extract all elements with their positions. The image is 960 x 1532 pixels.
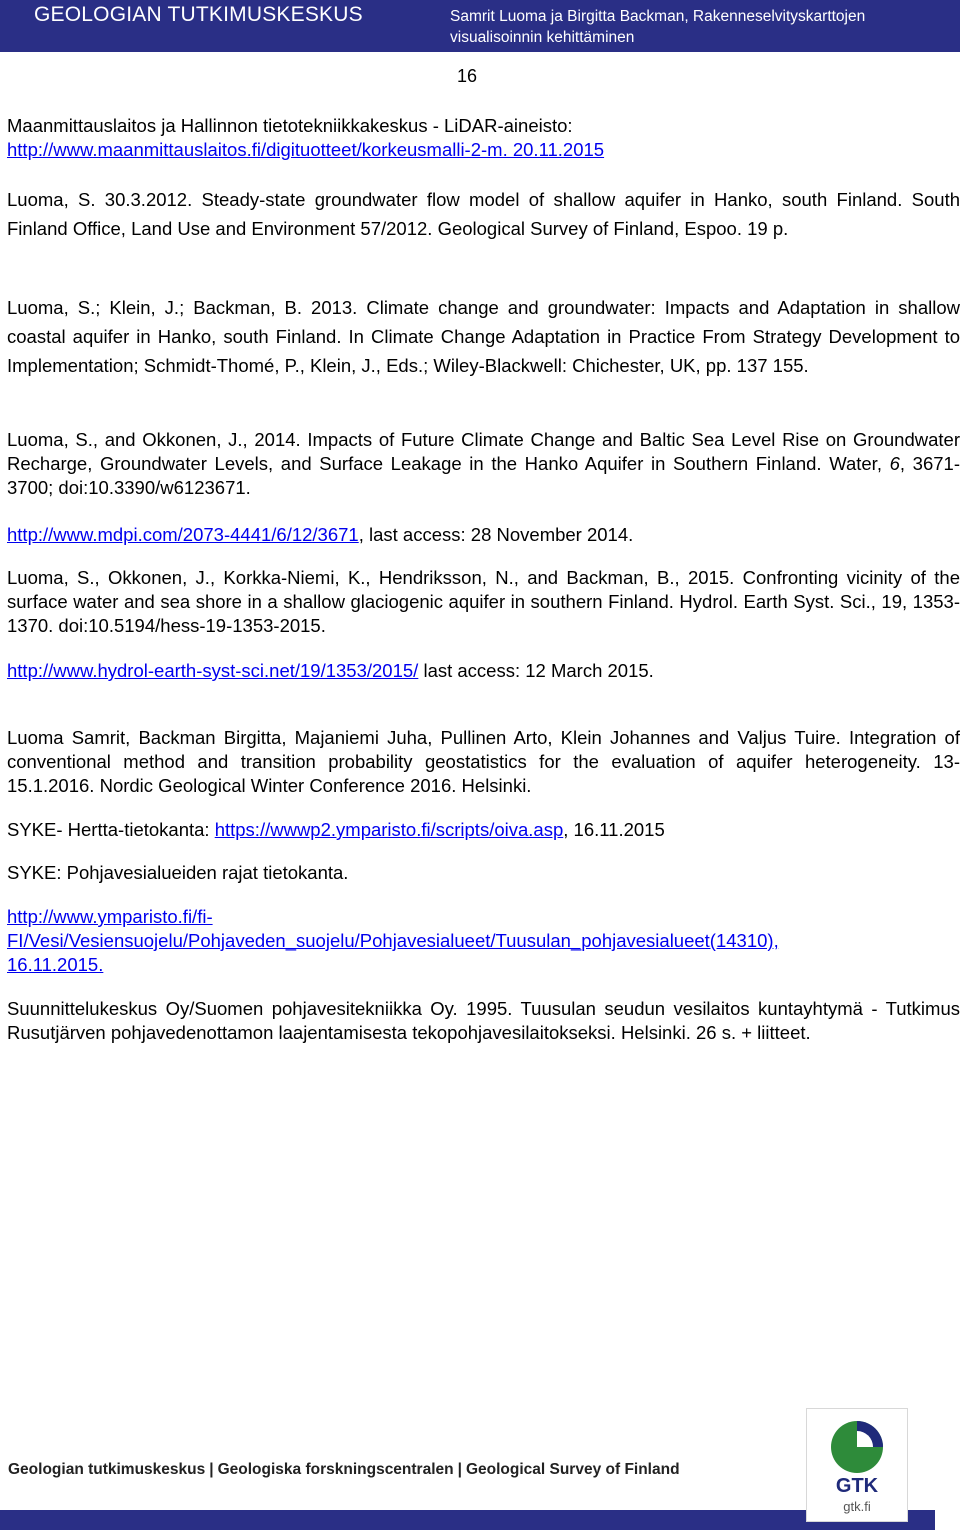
reference-luoma-2013: Luoma, S.; Klein, J.; Backman, B. 2013. Climate change and groundwater: Impacts and Adaptation in shallow coastal aquifer in Hanko, south Finland. In Climate Change Adaptation in Practice From Strategy Development to Implementation; Schmidt-Thomé, P., Klein, J., Eds.; Wiley-Blackwell: Chichester, UK, pp. 137 155. [7, 297, 960, 376]
mdpi-link[interactable]: http://www.mdpi.com/2073-4441/6/12/3671 [7, 524, 359, 545]
header-document-title [450, 6, 865, 48]
footer-name-en: Geological Survey of Finland [465, 1461, 680, 1478]
reference-luoma-2016: Luoma Samrit, Backman Birgitta, Majaniemi Juha, Pullinen Arto, Klein Johannes and Valjus Tuire. Integration of conventional method and transition probability geostatistics for the evaluation of aquifer heterogeneity. 13-15.1.2016. Nordic Geological Winter Conference 2016. Helsinki. [7, 727, 960, 796]
reference-mml [7, 114, 960, 162]
page-number: 16 [457, 66, 478, 86]
reference-mml-text: Maanmittauslaitos ja Hallinnon tietotekniikkakeskus - LiDAR-aineisto: [7, 115, 573, 136]
gtk-logo [806, 1408, 908, 1522]
footer-organization-names: Geologian tutkimuskeskus | Geologiska forskningscentralen | Geological Survey of Finland [8, 1461, 680, 1478]
ymparisto-link-line1[interactable]: http://www.ymparisto.fi/fi- [7, 906, 213, 927]
ymparisto-link-line2[interactable]: FI/Vesi/Vesiensuojelu/Pohjaveden_suojelu/Pohjavesialueet/Tuusulan_pohjavesialueet(14310), [7, 930, 779, 951]
gtk-logo-url: gtk.fi [843, 1499, 871, 1514]
gtk-logo-text: GTK [835, 1475, 879, 1497]
reference-syke-pohjavesi: SYKE: Pohjavesialueiden rajat tietokanta. [7, 862, 349, 883]
reference-mml-link[interactable]: http://www.maanmittauslaitos.fi/digituotteet/korkeusmalli-2-m. 20.11.2015 [7, 139, 605, 160]
reference-syke-hertta: SYKE- Hertta-tietokanta: https://wwwp2.ymparisto.fi/scripts/oiva.asp, 16.11.2015 [7, 819, 665, 840]
syke-oiva-link[interactable]: https://wwwp2.ymparisto.fi/scripts/oiva.asp [214, 819, 564, 840]
reference-suunnittelukeskus-1995: Suunnittelukeskus Oy/Suomen pohjavesitekniikka Oy. 1995. Tuusulan seudun vesilaitos kuntayhtymä - Tutkimus Rusutjärven pohjavedenottamon laajentamisesta tekopohjavesilaitokseksi. Helsinki. 26 s. + liitteet. [7, 998, 960, 1043]
footer-name-sv: Geologiska forskningscentralen [217, 1461, 454, 1478]
page-header [0, 0, 960, 52]
header-organization: GEOLOGIAN TUTKIMUSKESKUS [34, 3, 363, 26]
reference-luoma-2015: Luoma, S., Okkonen, J., Korkka-Niemi, K., Hendriksson, N., and Backman, B., 2015. Confronting vicinity of the surface water and sea shore in a shallow glaciogenic aquifer in southern Finland. Hydrol. Earth Syst. Sci., 19, 1353-1370. doi:10.5194/hess-19-1353-2015. [7, 567, 960, 636]
ymparisto-link-line3[interactable]: 16.11.2015. [7, 954, 104, 975]
reference-ymparisto-link[interactable] [7, 905, 960, 977]
reference-luoma-okkonen-2014: Luoma, S., and Okkonen, J., 2014. Impacts of Future Climate Change and Baltic Sea Level Rise on Groundwater Recharge, Groundwater Levels, and Surface Leakage in the Hanko Aquifer in Southern Finland. Water, 6, 3671-3700; doi:10.3390/w6123671. [7, 429, 960, 498]
footer-name-fi: Geologian tutkimuskeskus [8, 1461, 206, 1478]
header-title-line2: visualisoinnin kehittäminen [450, 29, 635, 46]
hess-link[interactable]: http://www.hydrol-earth-syst-sci.net/19/1353/2015/ [7, 660, 419, 681]
reference-mdpi-link-line: http://www.mdpi.com/2073-4441/6/12/3671, last access: 28 November 2014. [7, 524, 634, 545]
reference-luoma-2012: Luoma, S. 30.3.2012. Steady-state groundwater flow model of shallow aquifer in Hanko, south Finland. South Finland Office, Land Use and Environment 57/2012. Geological Survey of Finland, Espoo. 19 p. [7, 189, 960, 239]
header-title-line1: Samrit Luoma ja Birgitta Backman, Rakenneselvityskarttojen [450, 8, 866, 25]
footer-bar [0, 1510, 935, 1530]
gtk-emblem-icon [807, 1409, 907, 1475]
reference-hess-link-line: http://www.hydrol-earth-syst-sci.net/19/1353/2015/ last access: 12 March 2015. [7, 660, 654, 681]
